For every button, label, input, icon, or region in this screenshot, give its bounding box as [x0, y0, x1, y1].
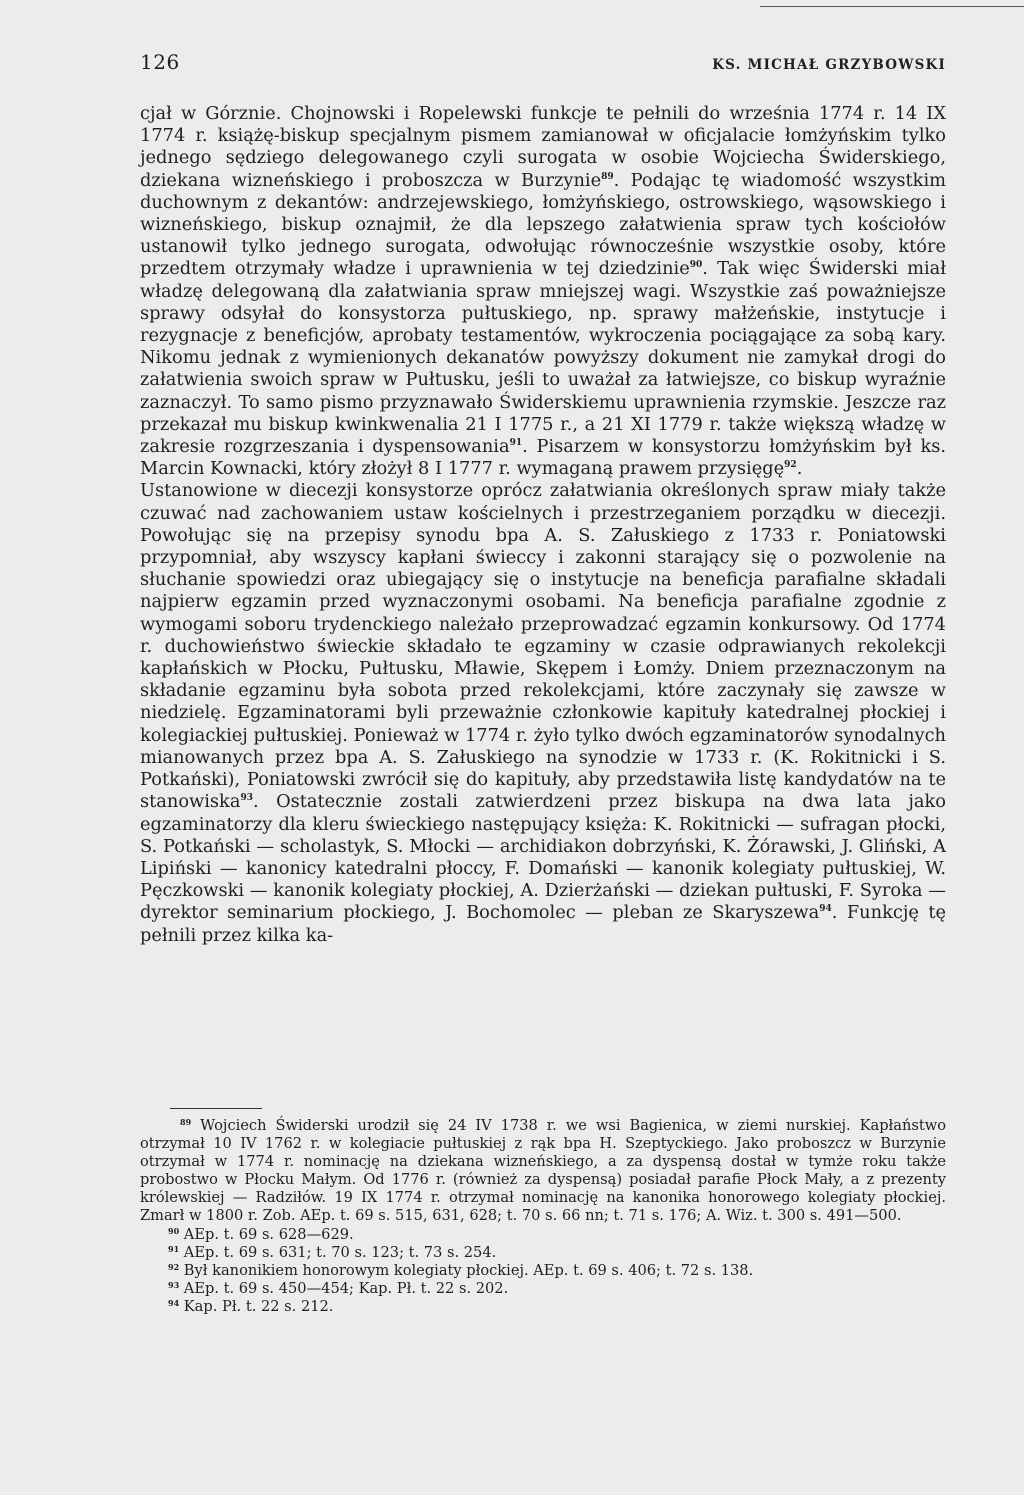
footnote-text: AEp. t. 69 s. 631; t. 70 s. 123; t. 73 s. 254.	[183, 1243, 497, 1261]
footnote-number: 89	[180, 1117, 192, 1127]
footnote-number: 94	[168, 1297, 180, 1308]
footnote-92	[140, 1262, 946, 1280]
footnote-text: Wojciech Świderski urodził się 24 IV 1738 r. we wsi Bagienica, w ziemi nurskiej. Kapłaństwo otrzymał 10 IV 1762 r. w kolegiacie pułtuskiej z rąk bpa H. Szeptyckiego. Jako proboszcz w Burzynie otrzymał w 1774 r. nominację na dziekana wizneńskiego, a za dyspensą dostał w tymże roku także probostwo w Płocku Małym. Od 1776 r. (również za dyspensą) posiadał parafie Płock Mały, a z prezenty królewskiej — Radziłów. 19 IX 1774 r. otrzymał nominację na kanonika honorowego kolegiaty płockiej. Zmarł w 1800 r. Zob. AEp. t. 69 s. 515, 631, 628; t. 70 s. 66 nn; t. 71 s. 176; A. Wiz. t. 300 s. 491—500.	[140, 1117, 946, 1225]
footnote-ref: 90	[689, 260, 703, 271]
page-header	[140, 50, 946, 74]
paragraph-text: . Funkcję tę pełnili przez kilka ka-	[140, 902, 946, 946]
footnote-ref: 91	[509, 438, 523, 449]
paragraph-text: . Ostatecznie zostali zatwierdzeni przez biskupa na dwa lata jako egzaminatorzy dla kleru świeckiego następujący księża: K. Rokitnicki — sufragan płocki, S. Potkański — scholastyk, S. Młocki — archidiakon dobrzyński, K. Żórawski, J. Gliński, A Lipiński — kanonicy katedralni płoccy, F. Domański — kanonik kolegiaty pułtuskiej, W. Pęczkowski — kanonik kolegiaty płockiej, A. Dzierżański — dziekan pułtuski, F. Syroka — dyrektor seminarium płockiego, J. Bochomolec — pleban ze Skaryszewa	[140, 791, 946, 924]
paragraph-2	[140, 480, 946, 946]
paragraph-text: cjał w Górznie. Chojnowski i Ropelewski funkcje te pełnili do września 1774 r. 14 IX 1774 r. książę-biskup specjalnym pismem zamianował w oficjalacie łomżyńskim tylko jednego sędziego delegowanego czyli surogata w osobie Wojciecha Świderskiego, dziekana wizneńskiego i proboszcza w Burzynie	[140, 103, 946, 191]
footnote-text: Kap. Pł. t. 22 s. 212.	[183, 1297, 334, 1315]
paragraph-1	[140, 103, 946, 480]
footnote-ref: 92	[784, 460, 797, 471]
footnote-number: 92	[168, 1261, 180, 1272]
footnote-number: 90	[168, 1225, 180, 1236]
paragraph-text: . Pisarzem w konsystorzu łomżyńskim był ks. Marcin Kownacki, który złożył 8 I 1777 r. wymaganą prawem przysięgę	[140, 436, 946, 480]
footnote-89	[140, 1117, 946, 1226]
footnote-93	[140, 1280, 946, 1298]
footnote-ref: 93	[240, 793, 253, 804]
footnote-94	[140, 1298, 946, 1316]
page-number: 126	[140, 50, 180, 74]
footnote-text: AEp. t. 69 s. 628—629.	[183, 1225, 354, 1243]
paragraph-text: . Tak więc Świderski miał władzę delegowaną dla załatwiania spraw mniejszej wagi. Wszystkie zaś poważniejsze sprawy odsyłał do konsystorza pułtuskiego, np. sprawy małżeńskie, instytucje i rezygnacje z beneficjów, aprobaty testamentów, wykroczenia pociągające za sobą kary. Nikomu jednak z wymienionych dekanatów powyższy dokument nie zamykał drogi do załatwienia swoich spraw w Pułtusku, jeśli to uważał za łatwiejsze, co biskup wyraźnie zaznaczył. To samo pismo przyznawało Świderskiemu uprawnienia rzymskie. Jeszcze raz przekazał mu biskup kwinkwenalia 21 I 1775 r., a 21 XI 1779 r. także większą władzę w zakresie rozgrzeszania i dyspensowania	[140, 258, 947, 458]
footnote-text: AEp. t. 69 s. 450—454; Kap. Pł. t. 22 s. 202.	[183, 1279, 509, 1297]
footnote-number: 91	[168, 1243, 180, 1254]
footnote-ref: 94	[819, 904, 832, 915]
footnote-text: Był kanonikiem honorowym kolegiaty płockiej. AEp. t. 69 s. 406; t. 72 s. 138.	[183, 1261, 754, 1279]
paragraph-text: . Podając tę wiadomość wszystkim duchownym z dekantów: andrzejewskiego, łomżyńskiego, ostrowskiego, wąsowskiego i wizneńskiego, biskup oznajmił, że dla lepszego załatwienia spraw tych kościołów ustanowił tylko jednego surogata, odwołując równocześnie wszystkie osoby, które przedtem otrzymały władze i uprawnienia w tej dziedzinie	[140, 169, 946, 280]
footnote-ref: 89	[601, 171, 614, 182]
paragraph-text: Ustanowione w diecezji konsystorze oprócz załatwiania określonych spraw miały także czuwać nad zachowaniem ustaw kościelnych i przestrzeganiem porządku w diecezji. Powołując się na przepisy synodu bpa A. S. Załuskiego z 1733 r. Poniatowski przypomniał, aby wszyscy kapłani świeccy i zakonni starający się o pozwolenie na słuchanie spowiedzi oraz ubiegający się o instytucje na beneficja parafialne składali najpierw egzamin przed wyznaczonymi osobami. Na beneficja parafialne zgodnie z wymogami soboru trydenckiego należało przeprowadzać egzamin konkursowy. Od 1774 r. duchowieństwo świeckie składało te egzaminy w czasie odprawianych rekolekcji kapłańskich w Płocku, Pułtusku, Mławie, Skępem i Łomży. Dniem przeznaczonym na składanie egzaminu była sobota przed rekolekcjami, które zaczynały się zawsze w niedzielę. Egzaminatorami byli przeważnie członkowie kapituły katedralnej płockiej i kolegiackiej pułtuskiej. Ponieważ w 1774 r. żyło tylko dwóch egzaminatorów synodalnych mianowanych przez bpa A. S. Załuskiego na synodzie w 1733 r. (K. Rokitnicki i S. Potkański), Poniatowski zwrócił się do kapituły, aby przedstawiła listę kandydatów na te stanowiska	[140, 480, 946, 813]
footnotes	[140, 1117, 946, 1316]
footnote-91	[140, 1244, 946, 1262]
running-head: KS. MICHAŁ GRZYBOWSKI	[712, 57, 946, 73]
footnote-separator	[170, 1108, 262, 1109]
body-text	[140, 103, 946, 947]
paragraph-text: .	[796, 458, 803, 480]
footnote-number: 93	[168, 1279, 180, 1290]
footnote-90	[140, 1226, 946, 1244]
top-edge-rule	[760, 6, 1024, 7]
